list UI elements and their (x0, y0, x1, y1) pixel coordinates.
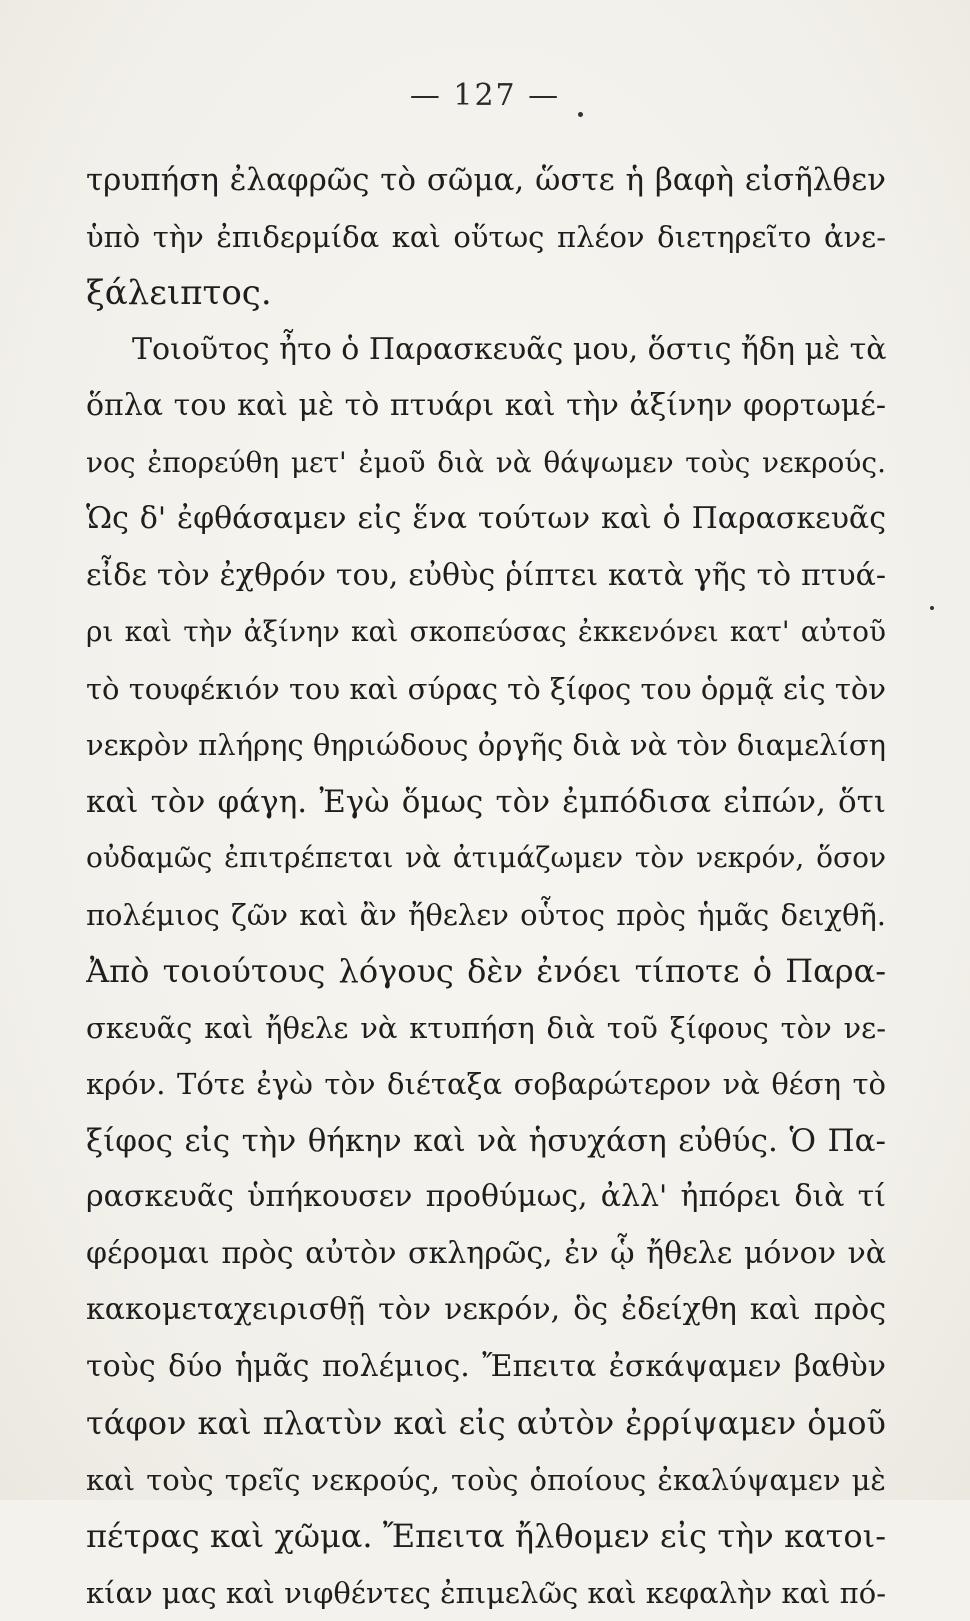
text-line: ὅπλα του καὶ μὲ τὸ πτυάρι καὶ τὴν ἀξίνην φορτωμέ- (86, 378, 886, 435)
text-line: τρυπήση ἐλαφρῶς τὸ σῶμα, ὥστε ἡ βαφὴ εἰσῆλθεν (86, 152, 886, 209)
text-line: ὑπὸ τὴν ἐπιδερμίδα καὶ οὕτως πλέον διετηρεῖτο ἀνε- (86, 209, 886, 266)
text-line: ρι καὶ τὴν ἀξίνην καὶ σκοπεύσας ἐκκενόνει κατ' αὐτοῦ (86, 604, 886, 661)
text-line: τὸ τουφέκιόν του καὶ σύρας τὸ ξίφος του ὁρμᾷ εἰς τὸν (86, 661, 886, 718)
text-line: καὶ τοὺς τρεῖς νεκρούς, τοὺς ὁποίους ἐκαλύψαμεν μὲ (86, 1452, 886, 1509)
text-line: καὶ τὸν φάγη. Ἐγὼ ὅμως τὸν ἐμπόδισα εἰπών, ὅτι (86, 774, 886, 831)
text-line: πολέμιος ζῶν καὶ ἂν ἤθελεν οὗτος πρὸς ἡμᾶς δειχθῆ. (86, 887, 886, 944)
text-line: ξάλειπτος. (86, 265, 886, 322)
text-line: ξίφος εἰς τὴν θήκην καὶ νὰ ἡσυχάση εὐθύς. Ὁ Πα- (86, 1113, 886, 1170)
text-line: τοὺς δύο ἡμᾶς πολέμιος. Ἔπειτα ἐσκάψαμεν βαθὺν (86, 1339, 886, 1396)
text-line: τάφον καὶ πλατὺν καὶ εἰς αὐτὸν ἐρρίψαμεν ὁμοῦ (86, 1395, 886, 1452)
text-line: κρόν. Τότε ἐγὼ τὸν διέταξα σοβαρώτερον νὰ θέση τὸ (86, 1056, 886, 1113)
text-line: οὐδαμῶς ἐπιτρέπεται νὰ ἀτιμάζωμεν τὸν νεκρόν, ὅσον (86, 830, 886, 887)
body-text (86, 152, 886, 1621)
page-number: — 127 — (0, 78, 970, 113)
ink-speck (578, 112, 583, 117)
text-line: Τοιοῦτος ἦτο ὁ Παρασκευᾶς μου, ὅστις ἤδη μὲ τὰ (86, 322, 886, 379)
text-line: Ὡς δ' ἐφθάσαμεν εἰς ἕνα τούτων καὶ ὁ Παρασκευᾶς (86, 491, 886, 548)
text-line: Ἀπὸ τοιούτους λόγους δὲν ἐνόει τίποτε ὁ Παρα- (86, 943, 886, 1000)
text-line: κίαν μας καὶ νιφθέντες ἐπιμελῶς καὶ κεφαλὴν καὶ πό- (86, 1565, 886, 1621)
text-line: πέτρας καὶ χῶμα. Ἔπειτα ἤλθομεν εἰς τὴν κατοι- (86, 1508, 886, 1565)
text-line: νος ἐπορεύθη μετ' ἐμοῦ διὰ νὰ θάψωμεν τοὺς νεκρούς. (86, 435, 886, 492)
ink-speck (930, 606, 934, 610)
text-line: νεκρὸν πλήρης θηριώδους ὀργῆς διὰ νὰ τὸν διαμελίση (86, 717, 886, 774)
text-line: ρασκευᾶς ὑπήκουσεν προθύμως, ἀλλ' ἠπόρει διὰ τί (86, 1169, 886, 1226)
text-line: φέρομαι πρὸς αὐτὸν σκληρῶς, ἐν ᾧ ἤθελε μόνον νὰ (86, 1226, 886, 1283)
text-line: κακομεταχειρισθῇ τὸν νεκρόν, ὃς ἐδείχθη καὶ πρὸς (86, 1282, 886, 1339)
text-line: εἶδε τὸν ἐχθρόν του, εὐθὺς ῥίπτει κατὰ γῆς τὸ πτυά- (86, 548, 886, 605)
text-line: σκευᾶς καὶ ἤθελε νὰ κτυπήση διὰ τοῦ ξίφους τὸν νε- (86, 1000, 886, 1057)
